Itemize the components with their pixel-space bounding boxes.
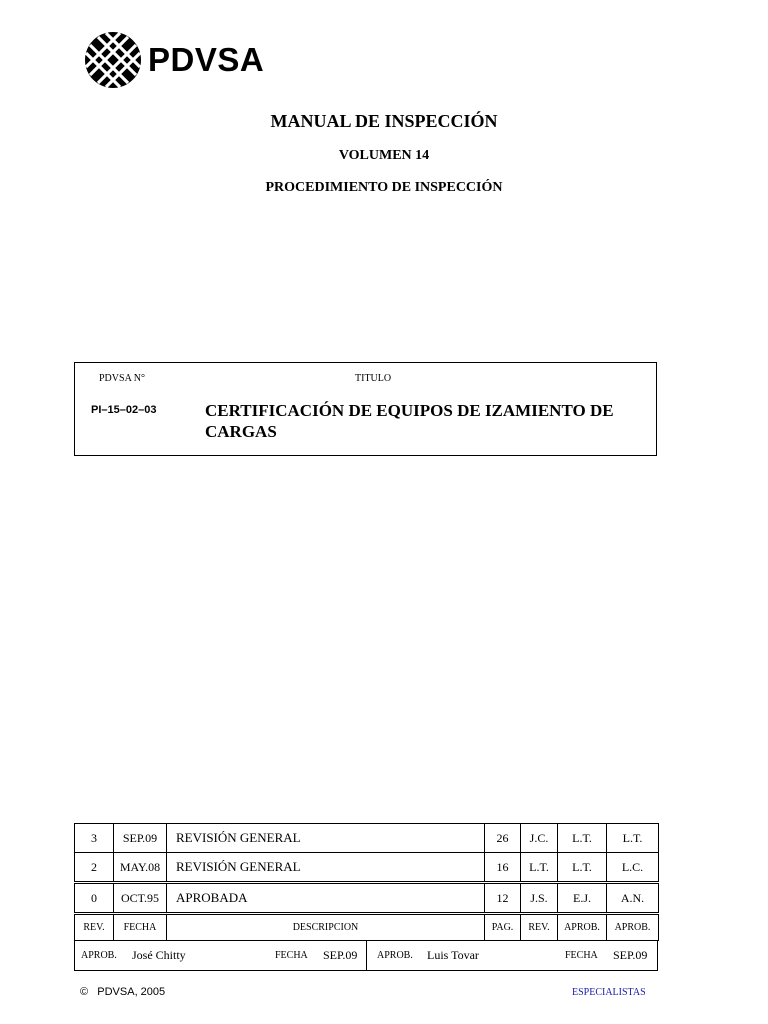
aprob2-cell: A.N. [607,883,659,914]
approval-date: SEP.09 [323,948,358,962]
fecha-cell: SEP.09 [114,824,167,853]
approver-name: José Chitty [132,948,186,962]
procedure-heading: PROCEDIMIENTO DE INSPECCIÓN [265,180,503,195]
copyright [80,986,165,998]
aprob1-cell: L.T. [558,853,607,883]
approval-right [367,941,657,970]
pag-cell: 16 [485,853,521,883]
table-header-row [75,914,659,941]
aprob1-cell: E.J. [558,883,607,914]
pdvsa-logo [84,30,264,90]
aprob2-cell: L.C. [607,853,659,883]
aprob1-cell: L.T. [558,824,607,853]
aprob1-header: APROB. [558,914,607,941]
pdvsa-cross-logo-icon [84,31,142,89]
rev-by-cell: J.S. [521,883,558,914]
rev-by-header: REV. [521,914,558,941]
approval-left [75,941,367,970]
approver-name: Luis Tovar [427,948,479,962]
table-row [75,824,659,853]
descripcion-header: DESCRIPCION [167,914,485,941]
approval-date-label: FECHA [565,950,598,961]
rev-by-cell: L.T. [521,853,558,883]
descripcion-cell: REVISIÓN GENERAL [167,824,485,853]
approval-row [74,940,658,971]
pag-header: PAG. [485,914,521,941]
table-row [75,883,659,914]
table-row [75,853,659,883]
brand-name: PDVSA [148,41,265,78]
manual-heading: MANUAL DE INSPECCIÓN [270,111,498,131]
approval-date: SEP.09 [613,948,648,962]
aprob2-cell: L.T. [607,824,659,853]
approval-date-label: FECHA [275,950,308,961]
volume-heading: VOLUMEN 14 [338,148,430,163]
rev-cell: 2 [75,853,114,883]
descripcion-cell: REVISIÓN GENERAL [167,853,485,883]
pag-cell: 12 [485,883,521,914]
rev-by-cell: J.C. [521,824,558,853]
document-title-box [74,362,657,456]
fecha-cell: MAY.08 [114,853,167,883]
fecha-cell: OCT.95 [114,883,167,914]
fecha-header: FECHA [114,914,167,941]
rev-cell: 3 [75,824,114,853]
copyright-icon: © [80,986,89,998]
document-title: CERTIFICACIÓN DE EQUIPOS DE IZAMIENTO DE CARGAS [205,401,614,441]
revision-table [74,823,659,941]
rev-cell: 0 [75,883,114,914]
approval-label: APROB. [81,950,117,961]
rev-header: REV. [75,914,114,941]
copyright-text: PDVSA, 2005 [97,986,166,998]
pag-cell: 26 [485,824,521,853]
descripcion-cell: APROBADA [167,883,485,914]
document-code: PI–15–02–03 [91,404,157,416]
aprob2-header: APROB. [607,914,659,941]
title-label: TITULO [355,373,392,384]
approval-label: APROB. [377,950,413,961]
pdvsa-number-label: PDVSA N° [99,373,145,384]
section-link[interactable]: ESPECIALISTAS [572,987,646,998]
